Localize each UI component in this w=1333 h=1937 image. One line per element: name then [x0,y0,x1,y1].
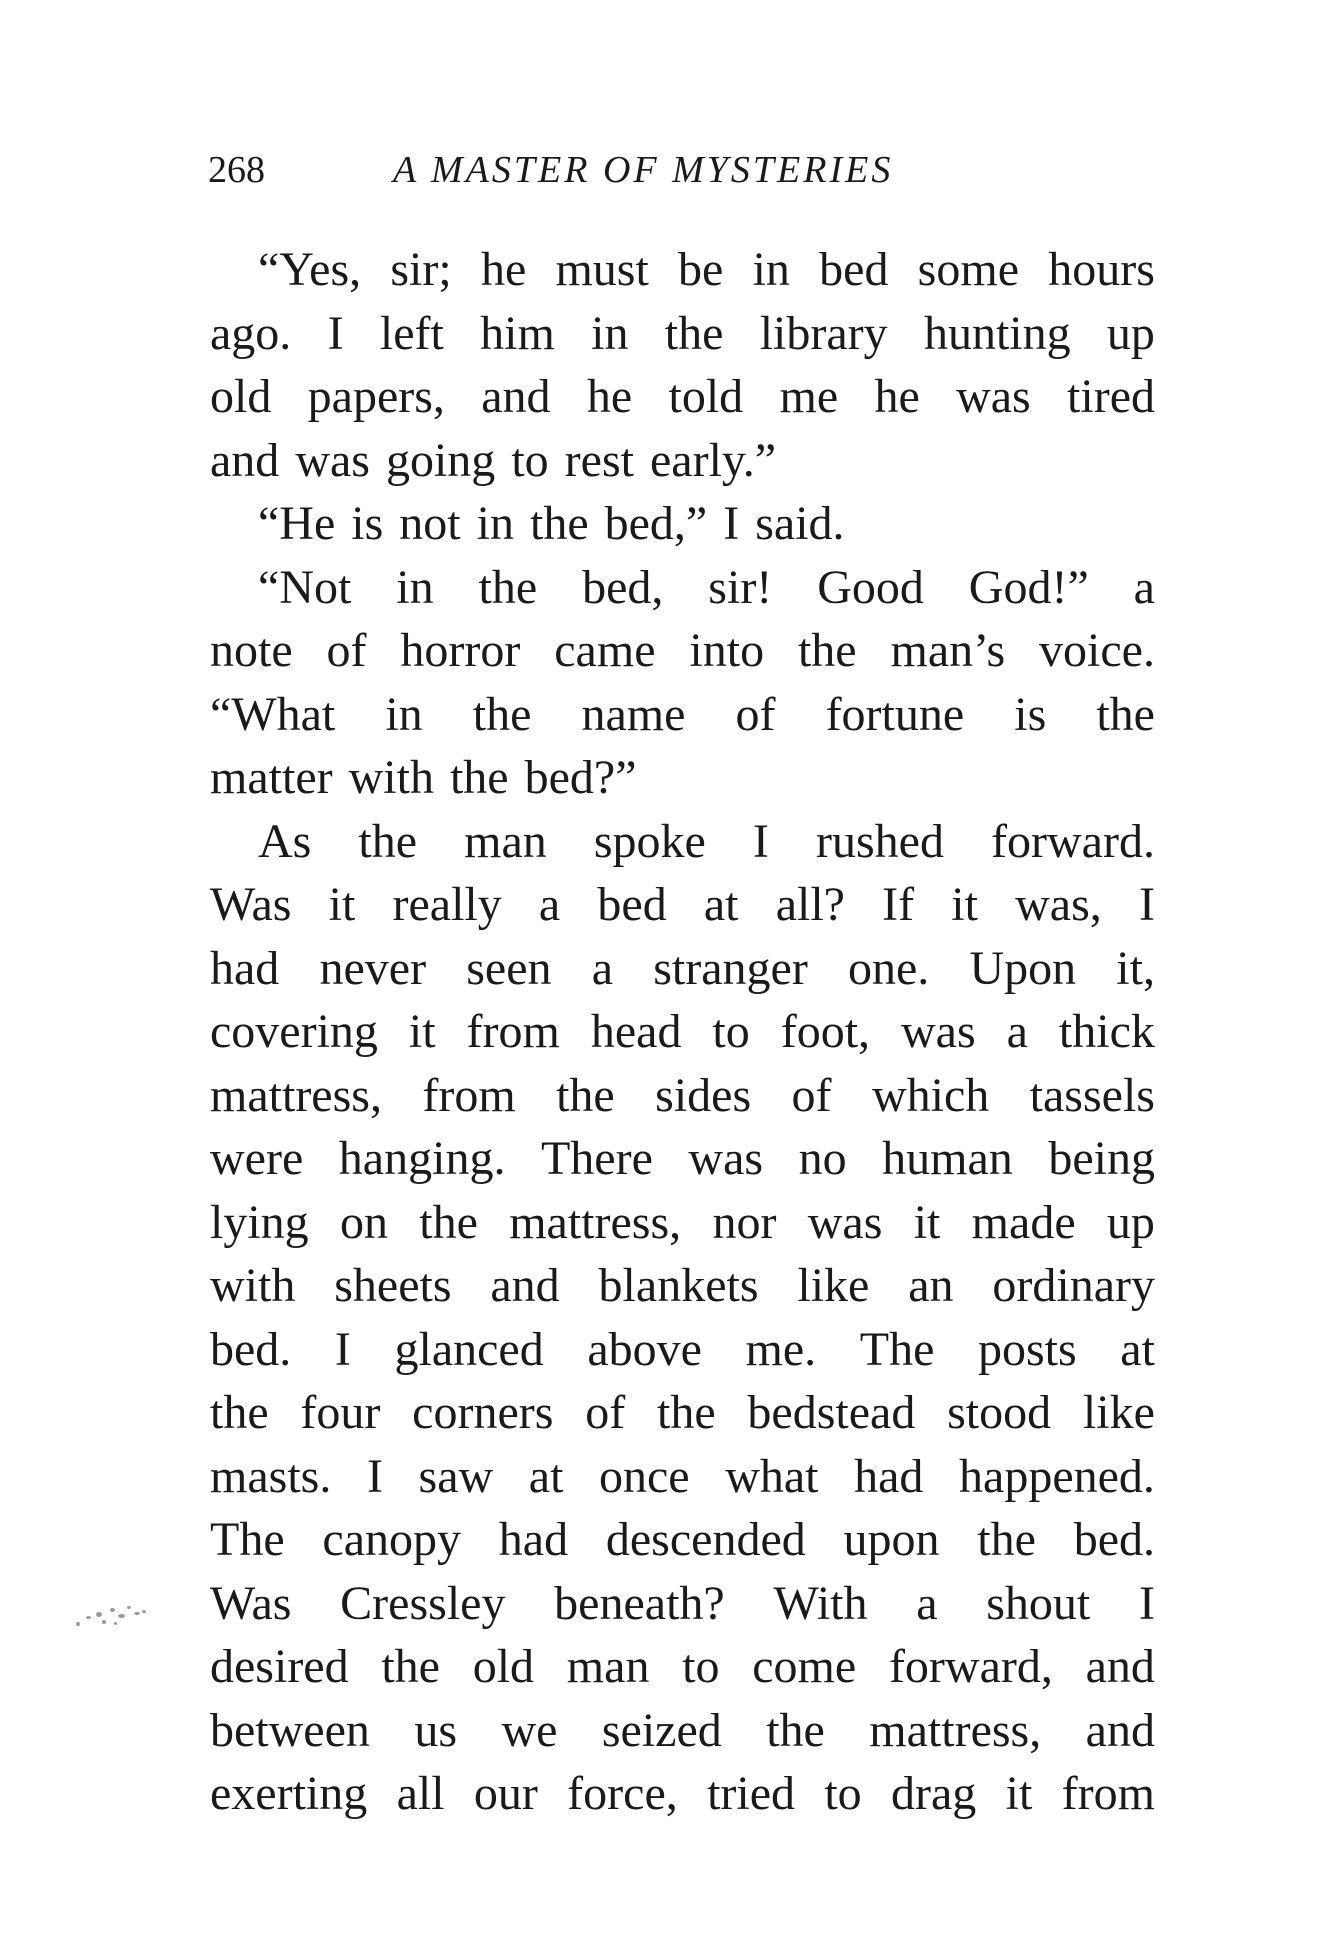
word: come [752,1640,857,1693]
word: ordinary [992,1259,1155,1312]
word: “He [258,497,336,550]
word: is [351,497,384,550]
word: had [210,941,280,995]
word: up [1106,306,1155,360]
word: name [581,687,686,741]
word: bed. [210,1322,292,1376]
word: and [1085,1640,1155,1693]
text-line [210,365,1155,429]
word: bed, [582,560,664,614]
word: really [392,878,502,931]
text-line [210,873,1155,937]
word: all [396,1767,445,1820]
word: nor [712,1195,777,1249]
word: in [385,687,423,741]
word: he [480,243,527,296]
word: masts. [210,1449,332,1503]
word: Was [210,1576,292,1630]
word: voice. [1039,624,1155,677]
word: of [791,1068,832,1122]
word: desired [210,1640,349,1693]
word: be [678,243,724,296]
word: a [591,941,614,995]
word: horror [400,624,521,677]
text-line [210,429,1155,493]
page-header [208,148,988,198]
word: I [366,1449,383,1503]
word: old [472,1640,535,1693]
word: stranger [653,941,808,995]
text-line [210,1381,1155,1445]
word: the [358,814,418,868]
word: the [664,306,724,360]
word: it [408,1005,436,1058]
word: some [917,243,1019,296]
word: foot, [780,1005,871,1058]
word: it [951,878,978,931]
word: to [712,1005,750,1058]
word: bed?” [524,751,637,804]
word: in [396,560,434,614]
text-line [210,746,1155,810]
word: mattress, [869,1703,1042,1757]
word: must [555,243,649,296]
text-line [210,1699,1155,1763]
word: it [913,1195,941,1249]
word: rushed [815,814,944,868]
text-line [210,1635,1155,1699]
word: “Not [258,560,352,614]
word: thick [1058,1005,1155,1058]
word: him [480,306,555,360]
word: of [585,1386,626,1439]
word: Cressley [340,1576,506,1630]
word: not [399,497,461,550]
word: upon [843,1513,940,1566]
word: it, [1116,941,1155,995]
word: There [540,1132,653,1185]
word: said. [755,497,845,550]
word: shout [986,1576,1091,1630]
word: he [874,370,920,423]
word: forward, [888,1640,1053,1693]
word: left [379,306,444,360]
word: note [210,624,293,677]
word: was [295,433,370,487]
text-line [210,492,1155,556]
word: a [1006,1005,1028,1058]
word: one. [847,941,930,995]
word: in [752,243,790,296]
word: never [319,941,427,995]
word: a [538,878,561,931]
word: between [210,1703,370,1757]
word: the [766,1703,825,1757]
word: covering [210,1005,378,1058]
word: tired [1067,370,1155,423]
text-line [210,1000,1155,1064]
word: had [854,1449,924,1503]
word: the [1096,687,1155,741]
word: going [385,433,496,487]
word: at [528,1449,564,1503]
text-line [210,1318,1155,1382]
word: at [703,878,739,931]
word: it [1005,1767,1033,1820]
word: beneath? [554,1576,725,1630]
word: fortune [825,687,965,741]
word: four [300,1386,381,1439]
word: from [1061,1767,1155,1820]
word: no [798,1132,847,1185]
word: above [587,1322,702,1376]
word: force, [567,1767,678,1820]
word: blankets [598,1259,759,1312]
paper-blemish [72,1604,154,1632]
word: he [586,370,633,423]
word: like [1082,1386,1155,1439]
text-line [210,1254,1155,1318]
text-line [210,683,1155,747]
word: As [258,814,312,868]
running-title: A MASTER OF MYSTERIES [393,149,894,191]
word: a [916,1576,938,1630]
word: which [871,1068,990,1122]
word: hunting [923,306,1071,360]
word: seen [466,941,552,995]
word: was [688,1132,764,1185]
word: old [210,370,272,423]
word: the [381,1640,440,1693]
word: me [779,370,839,423]
word: papers, [307,370,445,423]
word: saw [418,1449,494,1503]
text-line [210,1762,1155,1826]
word: were [210,1132,304,1185]
word: God!” [968,560,1089,614]
word: glanced [394,1322,544,1376]
word: sir; [390,243,452,296]
word: happened. [959,1449,1155,1503]
body-text [210,238,1155,1826]
word: and [481,370,551,423]
word: the [656,1386,716,1439]
word: is [1014,687,1047,741]
word: the [472,687,532,741]
word: to [682,1640,720,1693]
word: I [723,497,740,550]
word: With [773,1576,868,1630]
word: a [1133,560,1155,614]
word: at [1120,1322,1155,1376]
word: library [759,306,888,360]
word: canopy [322,1513,461,1566]
word: of [735,687,776,741]
word: tried [707,1767,796,1820]
word: had [498,1513,569,1566]
page-number: 268 [208,149,265,191]
word: drag [891,1767,977,1820]
word: we [501,1703,558,1757]
word: sheets [334,1259,452,1312]
word: to [511,433,549,487]
word: bedstead [747,1386,916,1439]
word: was, [1015,878,1102,931]
word: bed [597,878,667,931]
text-line [210,1572,1155,1636]
word: and [490,1259,560,1312]
word: I [327,306,344,360]
word: human [882,1132,1013,1185]
word: head [590,1005,682,1058]
word: If [882,878,915,931]
word: to [824,1767,862,1820]
word: told [668,370,744,423]
word: I [1138,1576,1155,1630]
word: bed,” [604,497,708,550]
word: exerting [210,1767,368,1820]
word: was [901,1005,976,1058]
word: mattress, [210,1068,382,1122]
text-line [210,810,1155,874]
text-line [210,1064,1155,1128]
word: seized [601,1703,722,1757]
word: Upon [969,941,1077,995]
word: tassels [1029,1068,1155,1122]
text-line [210,1445,1155,1509]
word: into [689,624,765,677]
word: stood [947,1386,1052,1439]
word: the [419,1195,478,1249]
word: the [977,1513,1036,1566]
word: forward. [991,814,1155,868]
word: early.” [649,433,777,487]
word: I [1138,878,1155,931]
word: sir! [708,560,773,614]
word: descended [605,1513,806,1566]
word: from [422,1068,516,1122]
word: the [797,624,857,677]
word: was [956,370,1031,423]
word: from [466,1005,560,1058]
word: us [414,1703,458,1757]
word: in [591,306,629,360]
word: an [908,1259,954,1312]
word: on [339,1195,388,1249]
word: mattress, [509,1195,682,1249]
word: The [210,1513,285,1566]
word: I [752,814,769,868]
word: made [971,1195,1076,1249]
text-line [210,937,1155,1001]
word: what [725,1449,819,1503]
word: me. [745,1322,817,1376]
text-line [210,238,1155,302]
word: with [210,1259,296,1312]
word: I [334,1322,351,1376]
text-line [210,1127,1155,1191]
word: bed. [1073,1513,1155,1566]
word: up [1106,1195,1155,1249]
text-line [210,1191,1155,1255]
word: rest [564,433,634,487]
word: the [449,751,509,804]
word: corners [412,1386,554,1439]
word: hanging. [338,1132,506,1185]
word: once [599,1449,690,1503]
word: man [464,814,547,868]
word: bed [819,243,889,296]
word: the [478,560,538,614]
word: our [473,1767,538,1820]
text-line [210,619,1155,683]
word: all? [775,878,845,931]
word: with [348,751,434,804]
word: was [807,1195,883,1249]
word: being [1048,1132,1155,1185]
text-line [210,556,1155,620]
word: sides [655,1068,752,1122]
word: matter [210,751,333,804]
word: of [326,624,367,677]
word: and [210,433,280,487]
word: Good [817,560,924,614]
word: the [529,497,589,550]
word: the [556,1068,615,1122]
word: like [797,1259,870,1312]
word: The [859,1322,935,1376]
text-line [210,1508,1155,1572]
word: in [476,497,514,550]
word: man’s [890,624,1006,677]
text-line [210,302,1155,366]
word: “What [210,687,336,741]
word: man [566,1640,650,1693]
word: “Yes, [258,243,362,296]
word: the [210,1386,269,1439]
word: spoke [593,814,706,868]
word: Was [210,878,292,931]
word: came [554,624,656,677]
word: posts [977,1322,1077,1376]
word: ago. [210,306,292,360]
word: hours [1048,243,1155,296]
word: lying [210,1195,309,1249]
word: and [1085,1703,1155,1757]
word: it [328,878,356,931]
